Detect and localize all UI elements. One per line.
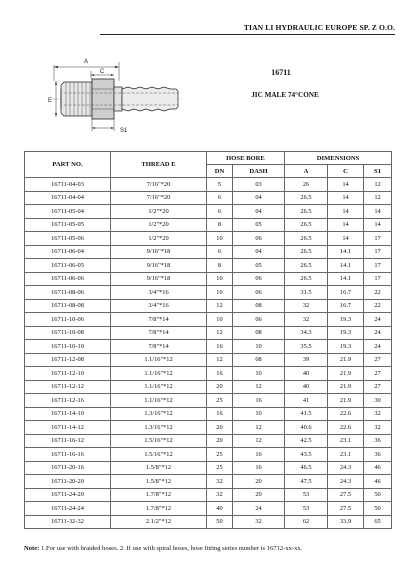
cell-dn: 12 <box>207 326 233 340</box>
table-row <box>25 502 392 516</box>
cell-c: 16.7 <box>328 286 364 300</box>
cell-s1: 24 <box>364 313 392 327</box>
cell-s1: 27 <box>364 367 392 381</box>
cell-a: 26.5 <box>285 232 328 246</box>
cell-dash: 12 <box>233 380 285 394</box>
table-row <box>25 421 392 435</box>
cell-a: 40 <box>285 380 328 394</box>
cell-s1: 27 <box>364 353 392 367</box>
cell-thread: 7/8"*14 <box>111 326 207 340</box>
cell-c: 14 <box>328 232 364 246</box>
table-row <box>25 178 392 192</box>
footnote <box>24 545 404 552</box>
cell-s1: 32 <box>364 421 392 435</box>
cell-dash: 24 <box>233 502 285 516</box>
cell-dn: 10 <box>207 272 233 286</box>
cell-part: 16711-20-16 <box>25 461 111 475</box>
table-row <box>25 488 392 502</box>
cell-part: 16711-04-04 <box>25 191 111 205</box>
cell-s1: 36 <box>364 434 392 448</box>
cell-a: 26.5 <box>285 259 328 273</box>
cell-part: 16711-10-06 <box>25 313 111 327</box>
cell-c: 14 <box>328 205 364 219</box>
cell-thread: 1/2"*20 <box>111 205 207 219</box>
cell-part: 16711-14-10 <box>25 407 111 421</box>
cell-a: 31.5 <box>285 286 328 300</box>
cell-thread: 7/8"*14 <box>111 340 207 354</box>
cell-a: 42.5 <box>285 434 328 448</box>
cell-c: 19.3 <box>328 326 364 340</box>
cell-dn: 12 <box>207 353 233 367</box>
part-title: JIC MALE 74°CONE <box>251 91 319 99</box>
cell-a: 26.5 <box>285 191 328 205</box>
cell-a: 41 <box>285 394 328 408</box>
cell-s1: 17 <box>364 245 392 259</box>
cell-thread: 9/16"*18 <box>111 272 207 286</box>
cell-part: 16711-06-06 <box>25 272 111 286</box>
cell-a: 47.5 <box>285 475 328 489</box>
cell-c: 16.7 <box>328 299 364 313</box>
cell-c: 24.3 <box>328 461 364 475</box>
cell-s1: 17 <box>364 232 392 246</box>
cell-dash: 16 <box>233 448 285 462</box>
cell-dash: 04 <box>233 245 285 259</box>
col-header-c: C <box>328 165 364 178</box>
table-row <box>25 191 392 205</box>
cell-dash: 08 <box>233 326 285 340</box>
cell-part: 16711-06-05 <box>25 259 111 273</box>
cell-s1: 50 <box>364 502 392 516</box>
table-row <box>25 515 392 529</box>
cell-thread: 3/4"*16 <box>111 299 207 313</box>
cell-a: 53 <box>285 502 328 516</box>
cell-dash: 16 <box>233 461 285 475</box>
cell-a: 40 <box>285 367 328 381</box>
cell-part: 16711-08-08 <box>25 299 111 313</box>
cell-dn: 6 <box>207 245 233 259</box>
dim-s1-label: S1 <box>120 128 128 134</box>
col-header-dash: DASH <box>233 165 285 178</box>
cell-s1: 24 <box>364 326 392 340</box>
cell-dn: 25 <box>207 448 233 462</box>
cell-s1: 22 <box>364 286 392 300</box>
table-row <box>25 394 392 408</box>
cell-a: 62 <box>285 515 328 529</box>
cell-a: 35.5 <box>285 340 328 354</box>
cell-c: 21.9 <box>328 394 364 408</box>
cell-thread: 1.5/16"*12 <box>111 434 207 448</box>
cell-s1: 12 <box>364 191 392 205</box>
cell-a: 32 <box>285 313 328 327</box>
cell-thread: 9/16"*18 <box>111 245 207 259</box>
cell-a: 26.5 <box>285 272 328 286</box>
cell-c: 27.5 <box>328 502 364 516</box>
cell-c: 23.1 <box>328 434 364 448</box>
cell-a: 46.5 <box>285 461 328 475</box>
cell-dn: 25 <box>207 394 233 408</box>
cell-dn: 16 <box>207 340 233 354</box>
cell-thread: 7/8"*14 <box>111 313 207 327</box>
cell-dn: 10 <box>207 313 233 327</box>
cell-thread: 3/4"*16 <box>111 286 207 300</box>
dim-a-label: A <box>83 59 89 65</box>
cell-part: 16711-16-16 <box>25 448 111 462</box>
cell-c: 14 <box>328 178 364 192</box>
cell-s1: 17 <box>364 259 392 273</box>
cell-s1: 12 <box>364 178 392 192</box>
cell-s1: 27 <box>364 380 392 394</box>
cell-part: 16711-24-24 <box>25 502 111 516</box>
cell-dash: 08 <box>233 299 285 313</box>
cell-a: 43.5 <box>285 448 328 462</box>
table-row <box>25 353 392 367</box>
cell-dash: 20 <box>233 488 285 502</box>
table-row <box>25 245 392 259</box>
table-row <box>25 218 392 232</box>
table-row <box>25 407 392 421</box>
cell-dash: 12 <box>233 421 285 435</box>
cell-thread: 1.1/16"*12 <box>111 353 207 367</box>
cell-dn: 20 <box>207 421 233 435</box>
table-row <box>25 313 392 327</box>
cell-c: 19.3 <box>328 313 364 327</box>
cell-a: 40.6 <box>285 421 328 435</box>
table-row <box>25 259 392 273</box>
cell-dn: 32 <box>207 475 233 489</box>
cell-part: 16711-05-05 <box>25 218 111 232</box>
cell-thread: 9/16"*18 <box>111 259 207 273</box>
cell-a: 32 <box>285 299 328 313</box>
table-row <box>25 367 392 381</box>
cell-s1: 30 <box>364 394 392 408</box>
cell-s1: 46 <box>364 475 392 489</box>
cell-c: 14 <box>328 191 364 205</box>
col-header-dn: DN <box>207 165 233 178</box>
cell-c: 14.1 <box>328 272 364 286</box>
part-series-number: 16711 <box>271 68 291 77</box>
cell-dash: 06 <box>233 272 285 286</box>
cell-c: 33.9 <box>328 515 364 529</box>
cell-thread: 1.1/16"*12 <box>111 367 207 381</box>
cell-dn: 25 <box>207 461 233 475</box>
table-row <box>25 272 392 286</box>
cell-dn: 10 <box>207 286 233 300</box>
cell-dn: 8 <box>207 259 233 273</box>
cell-part: 16711-14-12 <box>25 421 111 435</box>
cell-c: 24.3 <box>328 475 364 489</box>
cell-dn: 32 <box>207 488 233 502</box>
cell-thread: 1/2"*20 <box>111 232 207 246</box>
cell-thread: 1.7/8"*12 <box>111 488 207 502</box>
col-header-dimensions: DIMENSIONS <box>285 152 392 165</box>
cell-dash: 20 <box>233 475 285 489</box>
cell-s1: 24 <box>364 340 392 354</box>
cell-dn: 40 <box>207 502 233 516</box>
cell-dn: 5 <box>207 178 233 192</box>
col-header-hose-bore: HOSE BORE <box>207 152 285 165</box>
cell-part: 16711-12-10 <box>25 367 111 381</box>
cell-part: 16711-10-08 <box>25 326 111 340</box>
cell-dash: 10 <box>233 367 285 381</box>
cell-c: 21.9 <box>328 380 364 394</box>
cell-thread: 1.1/16"*12 <box>111 394 207 408</box>
table-row <box>25 380 392 394</box>
cell-s1: 50 <box>364 488 392 502</box>
cell-part: 16711-06-04 <box>25 245 111 259</box>
cell-thread: 1.1/16"*12 <box>111 380 207 394</box>
cell-a: 26.5 <box>285 205 328 219</box>
cell-part: 16711-08-06 <box>25 286 111 300</box>
cell-s1: 36 <box>364 448 392 462</box>
spec-table <box>24 151 392 529</box>
table-row <box>25 232 392 246</box>
cell-a: 34.3 <box>285 326 328 340</box>
col-header-s1: S1 <box>364 165 392 178</box>
spec-table-body <box>25 178 392 529</box>
cell-a: 26.5 <box>285 245 328 259</box>
table-row <box>25 475 392 489</box>
cell-part: 16711-12-16 <box>25 394 111 408</box>
cell-part: 16711-05-06 <box>25 232 111 246</box>
cell-dash: 16 <box>233 394 285 408</box>
cell-a: 26 <box>285 178 328 192</box>
cell-a: 26.5 <box>285 218 328 232</box>
cell-c: 19.3 <box>328 340 364 354</box>
cell-dash: 06 <box>233 286 285 300</box>
cell-part: 16711-32-32 <box>25 515 111 529</box>
cell-dash: 08 <box>233 353 285 367</box>
cell-c: 22.6 <box>328 421 364 435</box>
cell-dash: 32 <box>233 515 285 529</box>
cell-c: 14.1 <box>328 245 364 259</box>
cell-thread: 1.3/16"*12 <box>111 421 207 435</box>
cell-thread: 7/16"*20 <box>111 178 207 192</box>
cell-dash: 04 <box>233 191 285 205</box>
table-row <box>25 286 392 300</box>
cell-dn: 20 <box>207 434 233 448</box>
cell-c: 22.6 <box>328 407 364 421</box>
cell-dn: 16 <box>207 367 233 381</box>
cell-dn: 20 <box>207 380 233 394</box>
cell-thread: 1.3/16"*12 <box>111 407 207 421</box>
cell-dn: 50 <box>207 515 233 529</box>
cell-c: 27.5 <box>328 488 364 502</box>
cell-thread: 2.1/2"*12 <box>111 515 207 529</box>
cell-s1: 14 <box>364 218 392 232</box>
cell-dash: 10 <box>233 407 285 421</box>
cell-thread: 7/16"*20 <box>111 191 207 205</box>
cell-dash: 03 <box>233 178 285 192</box>
cell-dash: 05 <box>233 218 285 232</box>
cell-s1: 32 <box>364 407 392 421</box>
cell-part: 16711-12-12 <box>25 380 111 394</box>
cell-dash: 06 <box>233 232 285 246</box>
table-row <box>25 205 392 219</box>
cell-dn: 6 <box>207 191 233 205</box>
cell-dash: 12 <box>233 434 285 448</box>
cell-part: 16711-24-20 <box>25 488 111 502</box>
cell-s1: 17 <box>364 272 392 286</box>
cell-s1: 22 <box>364 299 392 313</box>
dim-e-label: E <box>47 98 53 104</box>
cell-dn: 16 <box>207 407 233 421</box>
cell-thread: 1.7/8"*12 <box>111 502 207 516</box>
cell-a: 39 <box>285 353 328 367</box>
cell-c: 21.9 <box>328 367 364 381</box>
note-label: Note: <box>24 545 40 552</box>
cell-part: 16711-10-10 <box>25 340 111 354</box>
cell-part: 16711-20-20 <box>25 475 111 489</box>
cell-dn: 8 <box>207 218 233 232</box>
cell-dn: 12 <box>207 299 233 313</box>
col-header-thread: THREAD E <box>111 152 207 178</box>
col-header-part-no: PART NO. <box>25 152 111 178</box>
cell-s1: 14 <box>364 205 392 219</box>
cell-thread: 1.5/8"*12 <box>111 461 207 475</box>
cell-part: 16711-04-03 <box>25 178 111 192</box>
table-row <box>25 434 392 448</box>
table-row <box>25 461 392 475</box>
cell-thread: 1.5/16"*12 <box>111 448 207 462</box>
cell-a: 41.5 <box>285 407 328 421</box>
cell-c: 14.1 <box>328 259 364 273</box>
cell-part: 16711-16-12 <box>25 434 111 448</box>
note-text: 1.For use with braided hoses. 2. If use with spiral hoses, hose fitting series number is 16712-xx-xx. <box>39 545 303 552</box>
dim-c-label: C <box>99 69 105 75</box>
cell-part: 16711-05-04 <box>25 205 111 219</box>
cell-c: 23.1 <box>328 448 364 462</box>
header-divider <box>100 34 395 35</box>
cell-part: 16711-12-08 <box>25 353 111 367</box>
cell-thread: 1.5/8"*12 <box>111 475 207 489</box>
table-row <box>25 299 392 313</box>
table-row <box>25 448 392 462</box>
cell-thread: 1/2"*20 <box>111 218 207 232</box>
table-row <box>25 340 392 354</box>
cell-c: 14 <box>328 218 364 232</box>
cell-s1: 46 <box>364 461 392 475</box>
cell-s1: 65 <box>364 515 392 529</box>
cell-dash: 04 <box>233 205 285 219</box>
company-name: TIAN LI HYDRAULIC EUROPE SP. Z O.O. <box>243 23 395 32</box>
cell-dn: 10 <box>207 232 233 246</box>
table-row <box>25 326 392 340</box>
cell-dash: 05 <box>233 259 285 273</box>
cell-dash: 06 <box>233 313 285 327</box>
cell-dash: 10 <box>233 340 285 354</box>
cell-a: 53 <box>285 488 328 502</box>
fitting-diagram <box>44 45 184 143</box>
cell-dn: 6 <box>207 205 233 219</box>
cell-c: 21.9 <box>328 353 364 367</box>
col-header-a: A <box>285 165 328 178</box>
